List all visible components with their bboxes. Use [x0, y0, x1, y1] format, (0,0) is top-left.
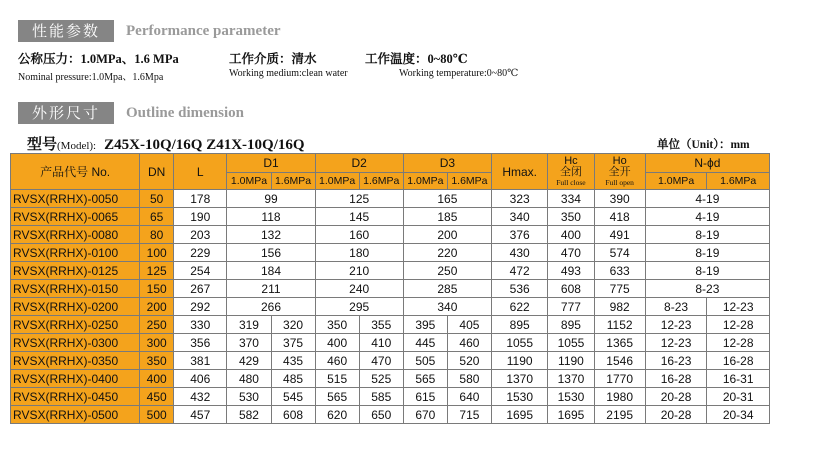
cell-code: RVSX(RRHX)-0050: [11, 190, 140, 208]
cell-nd-16: 20-31: [707, 388, 770, 406]
header-hmax: Hmax.: [491, 154, 547, 190]
cell-nd-16: 16-28: [707, 352, 770, 370]
header-hc-label: Hc: [564, 155, 578, 167]
cell-nd: 4-19: [645, 208, 769, 226]
table-row: [11, 406, 770, 424]
cell-dn: 450: [140, 388, 174, 406]
cell-hmax: 1190: [491, 352, 547, 370]
cell-d3: 285: [403, 280, 491, 298]
working-temperature-cn: 工作温度：0~80℃: [365, 52, 468, 66]
cell-d1: 132: [227, 226, 315, 244]
cell-d3: 250: [403, 262, 491, 280]
cell-hmax: 536: [491, 280, 547, 298]
cell-l: 432: [174, 388, 227, 406]
cell-nd-10: 8-23: [645, 298, 707, 316]
cell-l: 254: [174, 262, 227, 280]
table-row: [11, 388, 770, 406]
outline-title-en: Outline dimension: [126, 104, 244, 121]
cell-nd: 4-19: [645, 190, 769, 208]
cell-dn: 200: [140, 298, 174, 316]
cell-dn: 250: [140, 316, 174, 334]
cell-dn: 150: [140, 280, 174, 298]
cell-d1-10: 429: [227, 352, 271, 370]
cell-d3-10: 395: [403, 316, 447, 334]
table-row: [11, 352, 770, 370]
cell-d1: 266: [227, 298, 315, 316]
cell-code: RVSX(RRHX)-0125: [11, 262, 140, 280]
cell-code: RVSX(RRHX)-0400: [11, 370, 140, 388]
header-d3-16: 1.6MPa: [447, 173, 491, 190]
cell-d3-10: 670: [403, 406, 447, 424]
cell-hc: 1190: [548, 352, 594, 370]
header-hc-en: Full close: [556, 178, 586, 187]
cell-hc: 350: [548, 208, 594, 226]
cell-l: 457: [174, 406, 227, 424]
cell-nd-10: 20-28: [645, 388, 707, 406]
cell-d2: 295: [315, 298, 403, 316]
table-body: [11, 190, 770, 424]
cell-d2-10: 400: [315, 334, 359, 352]
cell-code: RVSX(RRHX)-0250: [11, 316, 140, 334]
cell-d2-16: 525: [359, 370, 403, 388]
cell-d3-16: 715: [447, 406, 491, 424]
cell-d1: 156: [227, 244, 315, 262]
cell-d2-10: 515: [315, 370, 359, 388]
cell-d1-16: 320: [271, 316, 315, 334]
cell-ho: 390: [594, 190, 645, 208]
cell-nd-10: 12-23: [645, 334, 707, 352]
cell-nd-16: 20-34: [707, 406, 770, 424]
cell-ho: 1770: [594, 370, 645, 388]
header-d1-16: 1.6MPa: [271, 173, 315, 190]
cell-d1-16: 375: [271, 334, 315, 352]
cell-nd-16: 12-23: [707, 298, 770, 316]
cell-hc: 1370: [548, 370, 594, 388]
cell-d2: 180: [315, 244, 403, 262]
working-medium-cn: 工作介质：清水: [229, 52, 317, 66]
cell-l: 190: [174, 208, 227, 226]
cell-hmax: 340: [491, 208, 547, 226]
cell-nd-10: 16-28: [645, 370, 707, 388]
cell-l: 381: [174, 352, 227, 370]
table-row: [11, 190, 770, 208]
cell-hc: 1695: [548, 406, 594, 424]
cell-d2: 160: [315, 226, 403, 244]
cell-d2-10: 460: [315, 352, 359, 370]
cell-ho: 1152: [594, 316, 645, 334]
cell-ho: 633: [594, 262, 645, 280]
cell-d2-16: 410: [359, 334, 403, 352]
working-temperature-en: Working temperature:0~80℃: [399, 68, 519, 79]
header-d2: D2: [315, 154, 403, 173]
cell-code: RVSX(RRHX)-0450: [11, 388, 140, 406]
table-row: [11, 334, 770, 352]
cell-dn: 350: [140, 352, 174, 370]
cell-d1: 118: [227, 208, 315, 226]
cell-d1: 184: [227, 262, 315, 280]
cell-d2: 240: [315, 280, 403, 298]
nominal-pressure-cn: 公称压力：1.0MPa、1.6 MPa: [18, 52, 179, 66]
cell-hmax: 1695: [491, 406, 547, 424]
cell-nd: 8-19: [645, 262, 769, 280]
cell-code: RVSX(RRHX)-0080: [11, 226, 140, 244]
header-code: 产品代号 No.: [11, 154, 140, 190]
header-d2-10: 1.0MPa: [315, 173, 359, 190]
header-d1-10: 1.0MPa: [227, 173, 271, 190]
cell-d3-16: 580: [447, 370, 491, 388]
cell-d2-10: 350: [315, 316, 359, 334]
cell-d3-16: 460: [447, 334, 491, 352]
cell-dn: 80: [140, 226, 174, 244]
cell-hmax: 1055: [491, 334, 547, 352]
table-row: [11, 316, 770, 334]
header-l: L: [174, 154, 227, 190]
cell-d1-10: 319: [227, 316, 271, 334]
cell-d3-16: 520: [447, 352, 491, 370]
cell-l: 330: [174, 316, 227, 334]
table-row: [11, 244, 770, 262]
cell-l: 229: [174, 244, 227, 262]
table-row: [11, 370, 770, 388]
cell-d1-10: 370: [227, 334, 271, 352]
cell-d3: 200: [403, 226, 491, 244]
cell-nd: 8-19: [645, 244, 769, 262]
cell-code: RVSX(RRHX)-0500: [11, 406, 140, 424]
cell-code: RVSX(RRHX)-0300: [11, 334, 140, 352]
cell-d3-16: 405: [447, 316, 491, 334]
cell-nd-16: 12-28: [707, 316, 770, 334]
cell-d1-16: 608: [271, 406, 315, 424]
header-ho: [594, 154, 645, 190]
cell-d2-10: 620: [315, 406, 359, 424]
cell-d2-16: 355: [359, 316, 403, 334]
cell-hmax: 1370: [491, 370, 547, 388]
cell-hmax: 376: [491, 226, 547, 244]
model-line: [27, 133, 305, 154]
performance-section-header: [18, 20, 281, 42]
cell-hmax: 895: [491, 316, 547, 334]
model-value: Z45X-10Q/16Q Z41X-10Q/16Q: [104, 137, 305, 153]
cell-ho: 775: [594, 280, 645, 298]
cell-ho: 418: [594, 208, 645, 226]
cell-d3-10: 505: [403, 352, 447, 370]
header-ho-cn: 全开: [608, 166, 631, 178]
outline-title-cn: 外形尺寸: [18, 102, 114, 124]
cell-dn: 400: [140, 370, 174, 388]
header-ho-en: Full open: [605, 178, 634, 187]
model-label-cn: 型号: [27, 137, 58, 153]
cell-hmax: 472: [491, 262, 547, 280]
header-ho-label: Ho: [612, 155, 627, 167]
cell-hc: 1530: [548, 388, 594, 406]
performance-title-cn: 性能参数: [18, 20, 114, 42]
header-hc-cn: 全闭: [559, 166, 582, 178]
cell-d3-16: 640: [447, 388, 491, 406]
cell-nd-10: 16-23: [645, 352, 707, 370]
cell-hmax: 430: [491, 244, 547, 262]
cell-nd-16: 16-31: [707, 370, 770, 388]
nominal-pressure-en: Nominal pressure:1.0Mpa、1.6Mpa: [18, 72, 164, 83]
outline-section-header: [18, 102, 244, 124]
cell-l: 292: [174, 298, 227, 316]
cell-d3: 220: [403, 244, 491, 262]
header-nd-10: 1.0MPa: [645, 173, 707, 190]
header-d2-16: 1.6MPa: [359, 173, 403, 190]
header-d3: D3: [403, 154, 491, 173]
header-hc: [548, 154, 594, 190]
cell-code: RVSX(RRHX)-0065: [11, 208, 140, 226]
cell-d1-16: 435: [271, 352, 315, 370]
header-d3-10: 1.0MPa: [403, 173, 447, 190]
cell-d2-16: 585: [359, 388, 403, 406]
cell-d3-10: 565: [403, 370, 447, 388]
dimension-table: [10, 153, 770, 424]
cell-hc: 493: [548, 262, 594, 280]
cell-d1: 99: [227, 190, 315, 208]
cell-ho: 1980: [594, 388, 645, 406]
cell-d1-16: 545: [271, 388, 315, 406]
cell-dn: 500: [140, 406, 174, 424]
cell-code: RVSX(RRHX)-0100: [11, 244, 140, 262]
cell-dn: 100: [140, 244, 174, 262]
cell-d2-10: 565: [315, 388, 359, 406]
cell-l: 406: [174, 370, 227, 388]
cell-dn: 125: [140, 262, 174, 280]
cell-d1-10: 530: [227, 388, 271, 406]
cell-hc: 777: [548, 298, 594, 316]
cell-d2: 210: [315, 262, 403, 280]
cell-hc: 470: [548, 244, 594, 262]
cell-l: 178: [174, 190, 227, 208]
cell-d2: 125: [315, 190, 403, 208]
cell-l: 267: [174, 280, 227, 298]
cell-ho: 1546: [594, 352, 645, 370]
table-row: [11, 280, 770, 298]
cell-nd: 8-19: [645, 226, 769, 244]
cell-hc: 895: [548, 316, 594, 334]
table-row: [11, 262, 770, 280]
header-nd: N-ϕd: [645, 154, 769, 173]
cell-hmax: 622: [491, 298, 547, 316]
cell-hmax: 323: [491, 190, 547, 208]
header-dn: DN: [140, 154, 174, 190]
cell-ho: 574: [594, 244, 645, 262]
cell-d3: 165: [403, 190, 491, 208]
cell-d2: 145: [315, 208, 403, 226]
cell-nd: 8-23: [645, 280, 769, 298]
performance-title-en: Performance parameter: [126, 22, 281, 39]
cell-dn: 50: [140, 190, 174, 208]
cell-ho: 2195: [594, 406, 645, 424]
cell-hc: 400: [548, 226, 594, 244]
cell-d1-16: 485: [271, 370, 315, 388]
cell-nd-10: 20-28: [645, 406, 707, 424]
table-row: [11, 298, 770, 316]
cell-ho: 982: [594, 298, 645, 316]
cell-dn: 65: [140, 208, 174, 226]
cell-nd-16: 12-28: [707, 334, 770, 352]
cell-code: RVSX(RRHX)-0200: [11, 298, 140, 316]
cell-d1: 211: [227, 280, 315, 298]
table-row: [11, 208, 770, 226]
cell-hc: 608: [548, 280, 594, 298]
cell-ho: 491: [594, 226, 645, 244]
cell-hc: 1055: [548, 334, 594, 352]
cell-hc: 334: [548, 190, 594, 208]
cell-code: RVSX(RRHX)-0350: [11, 352, 140, 370]
cell-l: 356: [174, 334, 227, 352]
cell-d2-16: 470: [359, 352, 403, 370]
cell-d1-10: 480: [227, 370, 271, 388]
cell-ho: 1365: [594, 334, 645, 352]
cell-d3: 340: [403, 298, 491, 316]
header-nd-16: 1.6MPa: [707, 173, 770, 190]
cell-nd-10: 12-23: [645, 316, 707, 334]
unit-label: 单位（Unit）：mm: [657, 139, 750, 151]
header-d1: D1: [227, 154, 315, 173]
cell-d2-16: 650: [359, 406, 403, 424]
working-medium-en: Working medium:clean water: [229, 68, 348, 79]
cell-d3-10: 615: [403, 388, 447, 406]
cell-d1-10: 582: [227, 406, 271, 424]
cell-hmax: 1530: [491, 388, 547, 406]
model-label-en: (Model):: [57, 140, 97, 152]
cell-d3-10: 445: [403, 334, 447, 352]
cell-l: 203: [174, 226, 227, 244]
cell-d3: 185: [403, 208, 491, 226]
cell-code: RVSX(RRHX)-0150: [11, 280, 140, 298]
cell-dn: 300: [140, 334, 174, 352]
table-row: [11, 226, 770, 244]
